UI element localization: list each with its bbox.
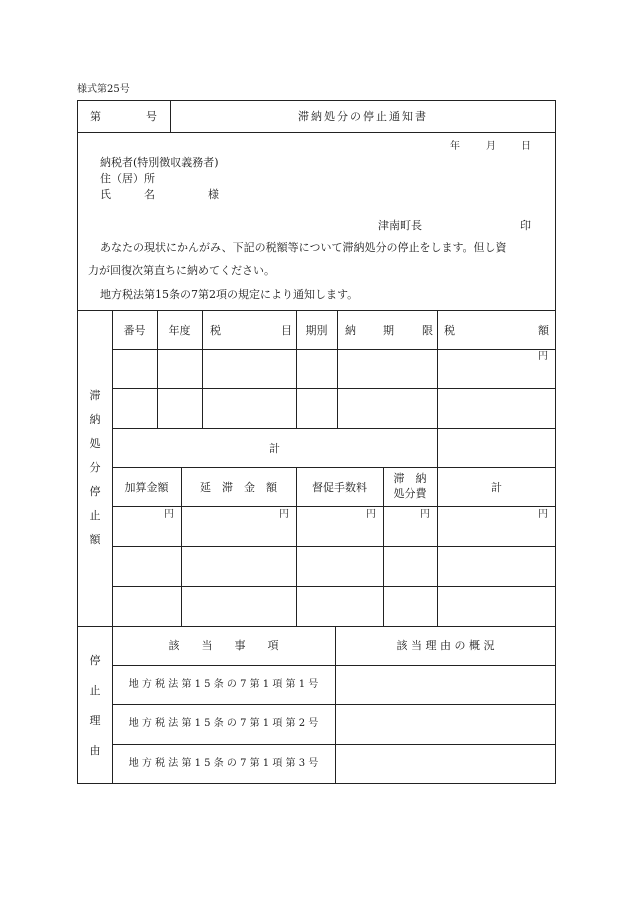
document-title: 滞納処分の停止通知書 <box>298 110 428 123</box>
header-deadline-2: 期 <box>383 324 394 337</box>
yen-label: 円 <box>366 509 376 520</box>
grid-line <box>112 467 556 468</box>
header-delinquency: 延 滞 金 額 <box>200 481 277 494</box>
header-period: 期別 <box>305 324 328 337</box>
header-year: 年度 <box>168 324 191 337</box>
grid-line <box>437 428 438 467</box>
side-char: 理 <box>89 714 101 727</box>
grid-line <box>112 349 556 350</box>
header-additional: 加算金額 <box>124 481 169 494</box>
section1-side-divider <box>112 310 113 626</box>
header-tax-item-1: 税 <box>210 324 221 337</box>
grid-line <box>112 586 556 587</box>
address-label: 住（居）所 <box>100 172 155 185</box>
body-line-1: あなたの現状にかんがみ、下記の税額等について滞納処分の停止をします。但し資 <box>100 241 507 254</box>
date-day: 日 <box>521 141 531 152</box>
grid-line <box>112 506 556 507</box>
yen-label: 円 <box>164 509 174 520</box>
header-number: 番号 <box>123 324 146 337</box>
dai-label: 第 <box>90 110 101 123</box>
header-dunning: 督促手数料 <box>312 481 367 494</box>
grid-line <box>112 704 556 705</box>
side-char: 停 <box>89 485 101 498</box>
name-label: 氏 名 <box>100 188 155 201</box>
date-month: 月 <box>486 141 496 152</box>
yen-label: 円 <box>538 351 548 362</box>
taxpayer-label: 納税者(特別徴収義務者) <box>100 156 219 169</box>
section1-top-border <box>77 310 556 311</box>
yen-label: 円 <box>420 509 430 520</box>
reason-row-1: 地 方 税 法 第 1 5 条 の 7 第 1 項 第 1 号 <box>128 679 319 690</box>
go-label: 号 <box>146 110 157 123</box>
side-char: 止 <box>89 684 101 697</box>
side-char: 額 <box>89 533 101 546</box>
side-char: 納 <box>89 413 101 426</box>
side-char: 由 <box>89 744 101 757</box>
header-tax-item-2: 目 <box>281 324 292 337</box>
header-disposal-1: 滞 納 <box>393 472 427 485</box>
reason-row-2: 地 方 税 法 第 1 5 条 の 7 第 1 項 第 2 号 <box>128 718 319 729</box>
grid-line <box>112 428 556 429</box>
header-deadline-1: 納 <box>345 324 356 337</box>
side-char: 滞 <box>89 389 101 402</box>
grid-line <box>112 388 556 389</box>
side-char: 分 <box>89 461 101 474</box>
header-deadline-3: 限 <box>422 324 433 337</box>
form-number: 様式第25号 <box>77 84 130 95</box>
yen-label: 円 <box>538 509 548 520</box>
grid-line <box>112 665 556 666</box>
header-disposal-2: 処分費 <box>393 487 427 500</box>
reason-col-header: 該 当 事 項 <box>168 639 279 652</box>
body-line-2: 力が回復次第直ちに納めてください。 <box>88 264 275 277</box>
side-char: 停 <box>89 654 101 667</box>
grid-line <box>202 310 203 428</box>
issuer-name: 津南町長 <box>378 219 422 232</box>
date-year: 年 <box>450 141 460 152</box>
grid-line <box>437 310 438 428</box>
body-line-3: 地方税法第15条の7第2項の規定により通知します。 <box>100 288 359 301</box>
grid-line <box>112 744 556 745</box>
side-char: 止 <box>89 509 101 522</box>
header-tax-amount-2: 額 <box>538 324 549 337</box>
reason-row-3: 地 方 税 法 第 1 5 条 の 7 第 1 項 第 3 号 <box>128 758 319 769</box>
grid-line <box>112 546 556 547</box>
header-divider <box>77 132 556 133</box>
grid-line <box>337 310 338 428</box>
header-total-2: 計 <box>491 481 502 494</box>
yen-label: 円 <box>279 509 289 520</box>
seal-mark: 印 <box>520 219 531 232</box>
side-char: 処 <box>89 437 101 450</box>
sama-label: 様 <box>208 188 219 201</box>
reason-summary-header: 該 当 理 由 の 概 況 <box>396 639 495 652</box>
section2-top-border <box>77 626 556 627</box>
header-tax-amount-1: 税 <box>444 324 455 337</box>
total-label: 計 <box>269 442 280 455</box>
